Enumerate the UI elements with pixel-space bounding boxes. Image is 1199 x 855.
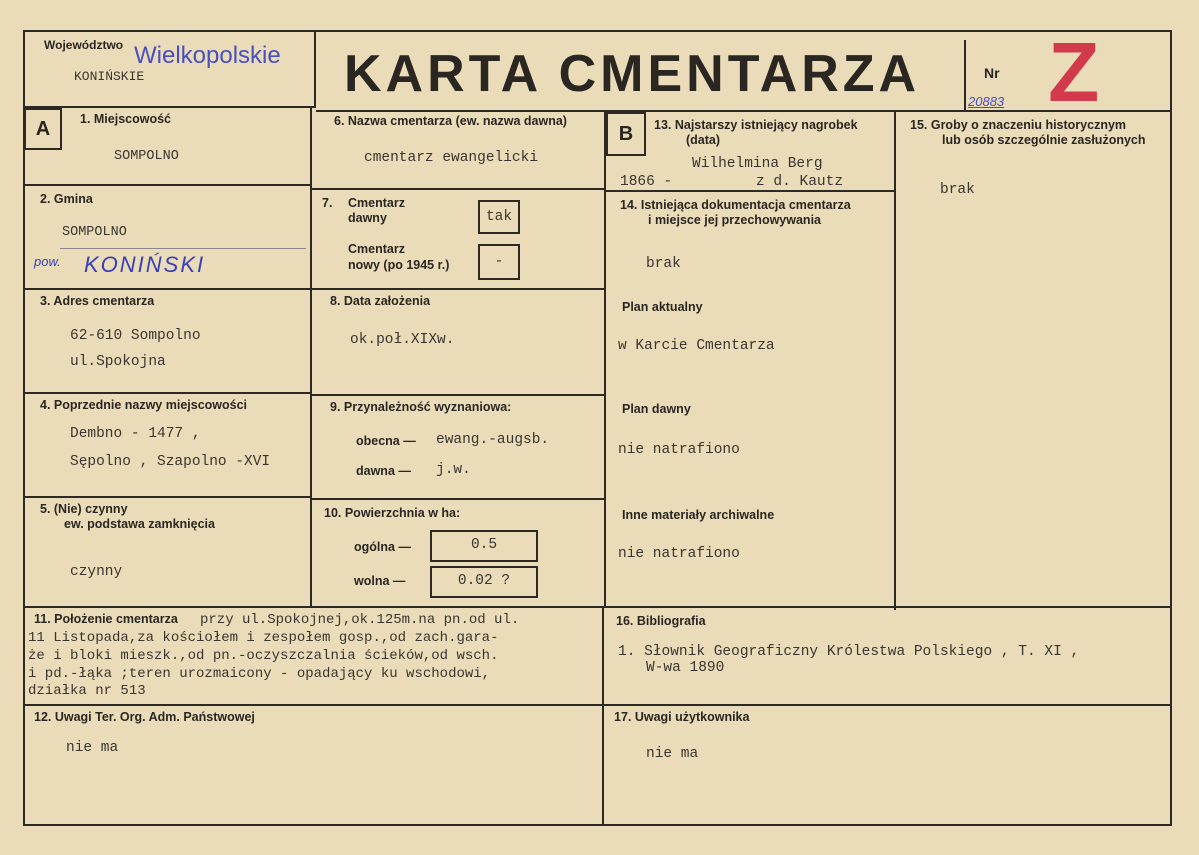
f10-ogolna-label: ogólna — [354,540,411,554]
nr-value: 20883 [968,94,1005,109]
row-line-2 [24,288,312,290]
f5-label-line1: 5. (Nie) czynny [40,502,128,516]
f2-pow-value: KONIŃSKI [84,252,206,277]
plan-dawny-label: Plan dawny [622,402,691,416]
section-b-letter: B [618,123,634,145]
f10-wolna-value: 0.02 ? [457,573,511,589]
f2-value: SOMPOLNO [62,225,127,240]
header-divider-left [314,30,316,108]
f15-label-line1: 15. Groby o znaczeniu historycznym [910,118,1127,132]
f9-obecna-value: ewang.-augsb. [436,432,550,448]
wojewodztwo-old: KONIŃSKIE [74,69,145,84]
f7-nowy-value: - [494,254,504,270]
section-a-letter: A [35,118,51,140]
f13-value-line1: Wilhelmina Berg [692,156,823,172]
f5-value: czynny [70,564,123,580]
f11-line3: że i bloki mieszk.,od pn.-oczyszczalnia ścieków,od wsch. [28,648,499,664]
f3-value-line2: ul.Spokojna [70,354,166,370]
f10-wolna-box [430,566,538,598]
f11-line2: 11 Listopada,za kościołem i zespołem gosp.,od zach.gara- [28,630,499,646]
f11-line4: i pd.-łąka ;teren urozmaicony - opadający ku wschodowi, [28,666,491,682]
f14-label-line2: i miejsce jej przechowywania [648,213,821,227]
f7-dawny-line1: Cmentarz [348,196,405,210]
col-divider-lower [602,606,604,826]
row-line-m1 [312,188,606,190]
f7-dawny-line2: dawny [348,211,387,225]
f9-label: 9. Przynależność wyznaniowa: [330,400,512,414]
frame-right [1170,30,1172,826]
frame-bottom [24,824,1172,826]
f13-label-line2: (data) [686,133,721,147]
f11-label: 11. Położenie cmentarza [34,612,178,626]
f1-label: 1. Miejscowość [80,112,172,126]
f16-value-line2: W-wa 1890 [646,660,725,676]
f7-num: 7. [322,196,333,210]
f10-ogolna-value: 0.5 [470,537,498,553]
row-line-3 [24,392,312,394]
row-line-m3 [312,394,606,396]
row-line-1 [24,184,312,186]
row-line-m4 [312,498,606,500]
f3-label: 3. Adres cmentarza [40,294,155,308]
f8-value: ok.poł.XIXw. [350,332,455,348]
inne-label: Inne materiały archiwalne [622,508,775,522]
f13-value-year: 1866 - [620,174,673,190]
inne-value: nie natrafiono [618,546,740,562]
row-line-lower-mid [24,704,1172,706]
f4-label: 4. Poprzednie nazwy miejscowości [40,398,248,412]
section-a-box [24,108,62,150]
wojewodztwo-stamp: Wielkopolskie [134,42,281,69]
f10-label: 10. Powierzchnia w ha: [324,506,461,520]
f14-label-line1: 14. Istniejąca dokumentacja cmentarza [620,198,851,212]
header-divider-right [964,40,966,110]
f7-dawny-box [478,200,520,234]
col-divider-1 [310,106,312,606]
f1-value: SOMPOLNO [114,149,179,164]
f7-nowy-line2: nowy (po 1945 r.) [348,258,450,272]
f3-value-line1: 62-610 Sompolno [70,328,201,344]
col-divider-3 [894,110,896,610]
wojewodztwo-label: Województwo [44,38,124,52]
f12-value: nie ma [66,740,119,756]
f9-dawna-value: j.w. [436,462,471,478]
f6-label: 6. Nazwa cmentarza (ew. nazwa dawna) [334,114,567,128]
f4-value-line1: Dembno - 1477 , [70,426,201,442]
f17-label: 17. Uwagi użytkownika [614,710,750,724]
f15-value: brak [940,182,975,198]
f10-ogolna-box [430,530,538,562]
f16-value-line1: 1. Słownik Geograficzny Królestwa Polskiego , T. XI , [618,644,1080,660]
f2-pow-prefix: pow. [34,254,61,269]
plan-dawny-value: nie natrafiono [618,442,740,458]
header-bottom-left [24,106,316,108]
header-bottom-right [316,110,1172,112]
f13-label-line1: 13. Najstarszy istniejący nagrobek [654,118,858,132]
row-line-4 [24,496,312,498]
f7-dawny-value: tak [485,209,513,225]
f14-value: brak [646,256,681,272]
f6-value: cmentarz ewangelicki [364,150,539,166]
f5-label-line2: ew. podstawa zamknięcia [64,517,215,531]
card-title: KARTA CMENTARZA [344,45,921,103]
plan-aktualny-value: w Karcie Cmentarza [618,338,775,354]
f7-nowy-box [478,244,520,280]
f7-nowy-line1: Cmentarz [348,242,405,256]
f15-label-line2: lub osób szczególnie zasłużonych [942,133,1146,147]
frame-top [24,30,1172,32]
f2-label: 2. Gmina [40,192,93,206]
f11-line5: działka nr 513 [28,683,146,699]
f17-value: nie ma [646,746,699,762]
plan-aktualny-label: Plan aktualny [622,300,703,314]
nr-label: Nr [984,65,1000,81]
f9-obecna-label: obecna — [356,434,416,448]
f8-label: 8. Data założenia [330,294,431,308]
nr-red-mark: Z [1048,25,1100,119]
f9-dawna-label: dawna — [356,464,411,478]
f4-value-line2: Sępolno , Szapolno -XVI [70,454,271,470]
f12-label: 12. Uwagi Ter. Org. Adm. Państwowej [34,710,255,724]
f10-wolna-label: wolna — [354,574,406,588]
f2-underline [60,248,306,249]
col-divider-2 [604,110,606,606]
f11-line1: przy ul.Spokojnej,ok.125m.na pn.od ul. [200,612,520,628]
section-b-box [606,112,646,156]
f13-value-line2: z d. Kautz [756,174,844,190]
row-line-m2 [312,288,606,290]
row-line-lower-top [24,606,1172,608]
f16-label: 16. Bibliografia [616,614,706,628]
